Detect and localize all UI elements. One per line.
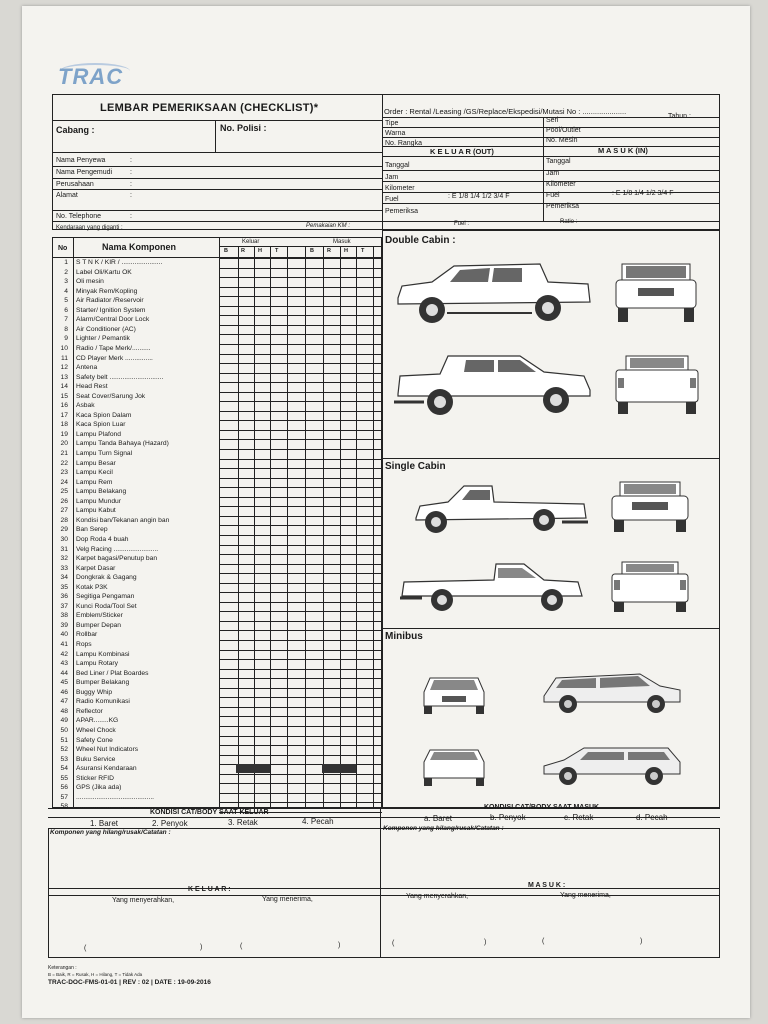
- item-number: 14: [60, 383, 68, 391]
- item-name: Oli mesin: [76, 278, 104, 286]
- item-name: Lampu Mundur: [76, 497, 121, 505]
- item-name: Karpet bagasi/Penutup ban: [76, 555, 158, 563]
- nama-pengemudi-label: Nama Pengemudi: [56, 169, 113, 176]
- item-number: 31: [60, 545, 68, 553]
- komponen-hilang-masuk: Komponen yang hilang/rusak/Catatan :: [383, 825, 504, 832]
- keluar-col-b: B: [224, 248, 228, 254]
- item-name: Dop Roda 4 buah: [76, 535, 129, 543]
- item-number: 17: [60, 411, 68, 419]
- keluar-yang-menyerahkan: Yang menyerahkan,: [112, 897, 175, 904]
- kondisi-masuk-header: KONDISI CAT/BODY SAAT MASUK: [484, 804, 600, 811]
- item-name: Lampu Turn Signal: [76, 450, 133, 457]
- item-number: 44: [60, 669, 68, 677]
- item-name: Reflector: [76, 707, 103, 715]
- komponen-hilang-keluar: Komponen yang hilang/rusak/Catatan :: [50, 829, 171, 836]
- keterangan-title: Keterangan :: [48, 965, 77, 971]
- item-number: 51: [60, 736, 68, 744]
- item-name: Rops: [76, 641, 92, 648]
- item-name: Wheel Chock: [76, 726, 116, 734]
- minibus-rear-drawing: [420, 748, 488, 788]
- notes-signature-box: [48, 825, 720, 958]
- out-tanggal: Tanggal: [385, 162, 410, 169]
- kondisi-retak: 3. Retak: [228, 818, 258, 827]
- out-kilometer: Kilometer: [385, 185, 415, 192]
- kondisi-in-pecah: d. Pecah: [636, 813, 668, 822]
- item-name: Bumper Belakang: [76, 679, 130, 687]
- double-cabin-right-side-drawing: [394, 350, 598, 422]
- shaded-cell: [322, 764, 356, 773]
- item-name: Bumper Depan: [76, 621, 121, 629]
- item-number: 52: [60, 746, 68, 754]
- page-title: LEMBAR PEMERIKSAAN (CHECKLIST)*: [100, 102, 319, 114]
- item-name: Asbak: [76, 402, 95, 410]
- item-name: Dongkrak & Gagang: [76, 574, 137, 582]
- item-name: Ban Serep: [76, 526, 108, 534]
- no-rangka-label: No. Rangka: [385, 140, 422, 147]
- keluar-out-header: K E L U A R (OUT): [430, 147, 494, 156]
- order-line: Order : Rental /Leasing /GS/Replace/Ekspedisi/Mutasi No : .....................: [384, 107, 627, 116]
- item-name: Sticker RFID: [76, 774, 114, 782]
- warna-label: Warna: [385, 130, 406, 137]
- kendaraan-diganti-label: Kendaraan yang diganti :: [56, 225, 123, 231]
- cabang-label: Cabang :: [56, 125, 95, 135]
- keluar-yang-menerima: Yang menerima,: [262, 896, 313, 903]
- item-name: Velg Racing ........................: [76, 545, 159, 553]
- masuk-col-header: Masuk: [333, 239, 351, 245]
- item-name: Lampu Plafond: [76, 430, 121, 438]
- item-name: Lampu Rotary: [76, 660, 119, 668]
- keluar-col-header: Keluar: [242, 239, 260, 245]
- item-number: 47: [60, 698, 68, 706]
- kondisi-penyok: 2. Penyok: [152, 819, 188, 828]
- item-name: Karpet Dasar: [76, 564, 116, 572]
- col-nama-komponen-header: Nama Komponen: [102, 242, 177, 252]
- item-number: 22: [60, 459, 68, 467]
- item-name: Seat Cover/Sarung Jok: [76, 392, 146, 400]
- item-number: 23: [60, 469, 68, 477]
- pool-outlet-label: Pool/Outlet: [546, 127, 581, 134]
- tipe-label: Tipe: [385, 120, 399, 127]
- item-name: Segitiga Pengaman: [76, 593, 135, 601]
- tahun-label: Tahun :: [668, 113, 691, 120]
- kondisi-in-penyok: b. Penyok: [490, 813, 526, 822]
- item-number: 49: [60, 717, 68, 725]
- pemakaian-km-label: Pemakaian KM :: [306, 223, 351, 229]
- item-number: 11: [61, 354, 68, 362]
- item-name: Lampu Kabut: [76, 507, 116, 515]
- item-number: 21: [60, 450, 68, 457]
- item-name: Kondisi ban/Tekanan angin ban: [76, 516, 170, 524]
- in-fuel-scale: : E 1/8 1/4 1/2 3/4 F: [612, 190, 674, 197]
- item-number: 13: [60, 373, 68, 381]
- item-name: Emblem/Sticker: [76, 612, 123, 620]
- item-name: Lampu Rem: [76, 478, 113, 486]
- item-number: 40: [60, 631, 68, 639]
- in-fuel: Fuel: [546, 192, 560, 199]
- kondisi-in-baret: a. Baret: [424, 814, 453, 823]
- keterangan-text: B = Baik, R = Rusak, H = Hilang, T = Tidak Ada: [48, 972, 143, 977]
- item-number: 53: [60, 755, 68, 763]
- in-tanggal: Tanggal: [546, 158, 571, 165]
- seri-label: Seri: [546, 117, 559, 124]
- item-number: 46: [60, 688, 68, 696]
- minibus-label: Minibus: [385, 631, 423, 642]
- masuk-col-r: R: [327, 248, 331, 254]
- minibus-left-side-drawing: [540, 670, 684, 714]
- double-cabin-label: Double Cabin :: [385, 235, 456, 246]
- item-name: Head Rest: [76, 383, 108, 391]
- masuk-col-t: T: [361, 248, 365, 254]
- item-number: 16: [60, 402, 68, 410]
- nama-penyewa-label: Nama Penyewa: [56, 157, 106, 164]
- masuk-yang-menerima: Yang menerima,: [560, 892, 611, 899]
- item-name: Kotak P3K: [76, 583, 108, 591]
- single-cabin-front-drawing: [608, 480, 692, 534]
- item-number: 4: [64, 287, 68, 295]
- item-name: Buggy Whip: [76, 688, 113, 696]
- item-name: Radio Komunikasi: [76, 698, 130, 706]
- item-name: Kaca Spion Luar: [76, 421, 126, 429]
- no-polisi-label: No. Polisi :: [220, 123, 267, 133]
- item-name: Lampu Belakang: [76, 488, 127, 496]
- item-number: 56: [60, 784, 68, 792]
- in-kilometer: Kilometer: [546, 181, 576, 188]
- item-number: 15: [60, 392, 68, 400]
- item-name: Rollbar: [76, 631, 98, 639]
- masuk-col-b: B: [310, 248, 314, 254]
- masuk-col-h: H: [344, 248, 348, 254]
- item-name: Starter/ Ignition System: [76, 306, 146, 314]
- double-cabin-front-drawing: [612, 262, 700, 324]
- item-name: Lampu Kecil: [76, 469, 113, 477]
- item-name: Buku Service: [76, 755, 116, 763]
- item-name: GPS (Jika ada): [76, 784, 122, 792]
- kondisi-in-retak: c. Retak: [564, 813, 594, 822]
- item-number: 25: [60, 488, 68, 496]
- item-number: 38: [60, 612, 68, 620]
- kondisi-keluar-header: KONDISI CAT/BODY SAAT KELUAR: [150, 809, 269, 816]
- item-number: 41: [60, 641, 68, 648]
- in-jam: Jam: [546, 170, 560, 177]
- item-name: APAR........KG: [76, 717, 119, 725]
- item-number: 8: [64, 325, 68, 333]
- item-number: 39: [60, 621, 68, 629]
- col-no-header: No: [58, 245, 68, 252]
- item-number: 34: [60, 574, 68, 582]
- item-name: Air Conditioner (AC): [76, 325, 136, 333]
- item-name: Radio / Tape Merk/..........: [76, 344, 151, 352]
- masuk-in-header: M A S U K (IN): [598, 146, 648, 155]
- kondisi-pecah: 4. Pecah: [302, 817, 334, 826]
- item-name: Kunci Roda/Tool Set: [76, 602, 137, 610]
- item-name: Bed Liner / Plat Boardes: [76, 669, 149, 677]
- no-mesin-label: No. Mesin: [546, 137, 578, 144]
- out-jam: Jam: [385, 174, 399, 181]
- keluar-col-h: H: [258, 248, 262, 254]
- item-name: Lighter / Pemantik: [76, 335, 130, 343]
- item-number: 30: [60, 535, 68, 543]
- item-number: 2: [64, 268, 68, 276]
- item-number: 43: [60, 660, 68, 668]
- item-number: 29: [60, 526, 68, 534]
- item-number: 3: [64, 278, 68, 286]
- item-number: 26: [60, 497, 68, 505]
- item-number: 5: [64, 297, 68, 305]
- item-number: 9: [64, 335, 68, 343]
- item-number: 1: [64, 259, 68, 266]
- item-number: 45: [60, 679, 68, 687]
- item-number: 19: [60, 430, 68, 438]
- out-pemeriksa: Pemeriksa: [385, 208, 419, 215]
- perusahaan-label: Perusahaan: [56, 181, 94, 188]
- item-number: 50: [60, 726, 68, 734]
- item-name: CD Player Merk ...............: [76, 354, 153, 362]
- trac-logo: TRAC: [58, 64, 124, 89]
- item-number: 33: [60, 564, 68, 572]
- item-name: S T N K / KIR / ......................: [76, 259, 163, 266]
- item-number: 54: [60, 765, 68, 773]
- alamat-label: Alamat: [56, 192, 78, 199]
- item-name: Kaca Spion Dalam: [76, 411, 132, 419]
- item-number: 58: [60, 803, 68, 811]
- out-fuel: Fuel: [385, 196, 399, 203]
- header-divider: [382, 94, 383, 230]
- keluar-col-r: R: [241, 248, 245, 254]
- keluar-sign-header: K E L U A R :: [188, 886, 231, 893]
- masuk-yang-menyerahkan: Yang menyerahkan,: [406, 893, 469, 900]
- item-name: Lampu Tanda Bahaya (Hazard): [76, 440, 169, 448]
- minibus-front-drawing: [420, 674, 488, 716]
- single-cabin-left-side-drawing: [412, 482, 592, 538]
- item-number: 35: [60, 583, 68, 591]
- item-name: Alarm/Central Door Lock: [76, 316, 150, 324]
- masuk-sign-header: M A S U K :: [528, 882, 566, 889]
- single-cabin-label: Single Cabin: [385, 461, 446, 472]
- item-name: ..........................................: [76, 793, 155, 801]
- item-number: 18: [60, 421, 68, 429]
- item-name: ..........................................: [76, 803, 155, 811]
- single-cabin-rear-drawing: [608, 560, 692, 614]
- fuel-label: Fuel :: [454, 221, 470, 227]
- item-name: Minyak Rem/Kopling: [76, 287, 138, 295]
- item-name: Asuransi Kendaraan: [76, 765, 137, 773]
- double-cabin-left-side-drawing: [392, 258, 596, 330]
- item-number: 57: [60, 793, 68, 801]
- in-pemeriksa: Pemeriksa: [546, 203, 580, 210]
- shaded-cell: [236, 764, 270, 773]
- item-number: 24: [60, 478, 68, 486]
- item-number: 12: [60, 364, 68, 372]
- item-name: Safety Cone: [76, 736, 113, 744]
- double-cabin-rear-drawing: [612, 354, 702, 416]
- item-number: 27: [60, 507, 68, 515]
- keluar-col-t: T: [275, 248, 279, 254]
- single-cabin-right-side-drawing: [398, 558, 588, 614]
- kondisi-baret: 1. Baret: [90, 819, 119, 828]
- item-name: Wheel Nut Indicators: [76, 746, 139, 754]
- item-number: 42: [60, 650, 68, 658]
- item-name: Safety belt .............................: [76, 373, 164, 381]
- item-number: 48: [60, 707, 68, 715]
- no-telephone-label: No. Telephone: [56, 213, 102, 220]
- item-number: 36: [60, 593, 68, 601]
- item-name: Label Oli/Kartu OK: [76, 268, 132, 276]
- ratio-label: Ratio :: [560, 219, 578, 225]
- item-name: Antena: [76, 364, 98, 372]
- doc-code: TRAC-DOC-FMS-01-01 | REV : 02 | DATE : 19-09-2016: [48, 979, 211, 986]
- item-number: 20: [60, 440, 68, 448]
- out-fuel-scale: : E 1/8 1/4 1/2 3/4 F: [448, 193, 510, 200]
- minibus-right-side-drawing: [540, 744, 684, 786]
- item-number: 6: [64, 306, 68, 314]
- item-name: Lampu Kombinasi: [76, 650, 130, 658]
- item-name: Air Radiator /Reservoir: [76, 297, 144, 305]
- item-number: 32: [60, 555, 68, 563]
- item-number: 37: [60, 602, 68, 610]
- item-number: 7: [64, 316, 68, 324]
- item-number: 55: [60, 774, 68, 782]
- item-number: 10: [60, 344, 68, 352]
- item-number: 28: [60, 516, 68, 524]
- item-name: Lampu Besar: [76, 459, 116, 467]
